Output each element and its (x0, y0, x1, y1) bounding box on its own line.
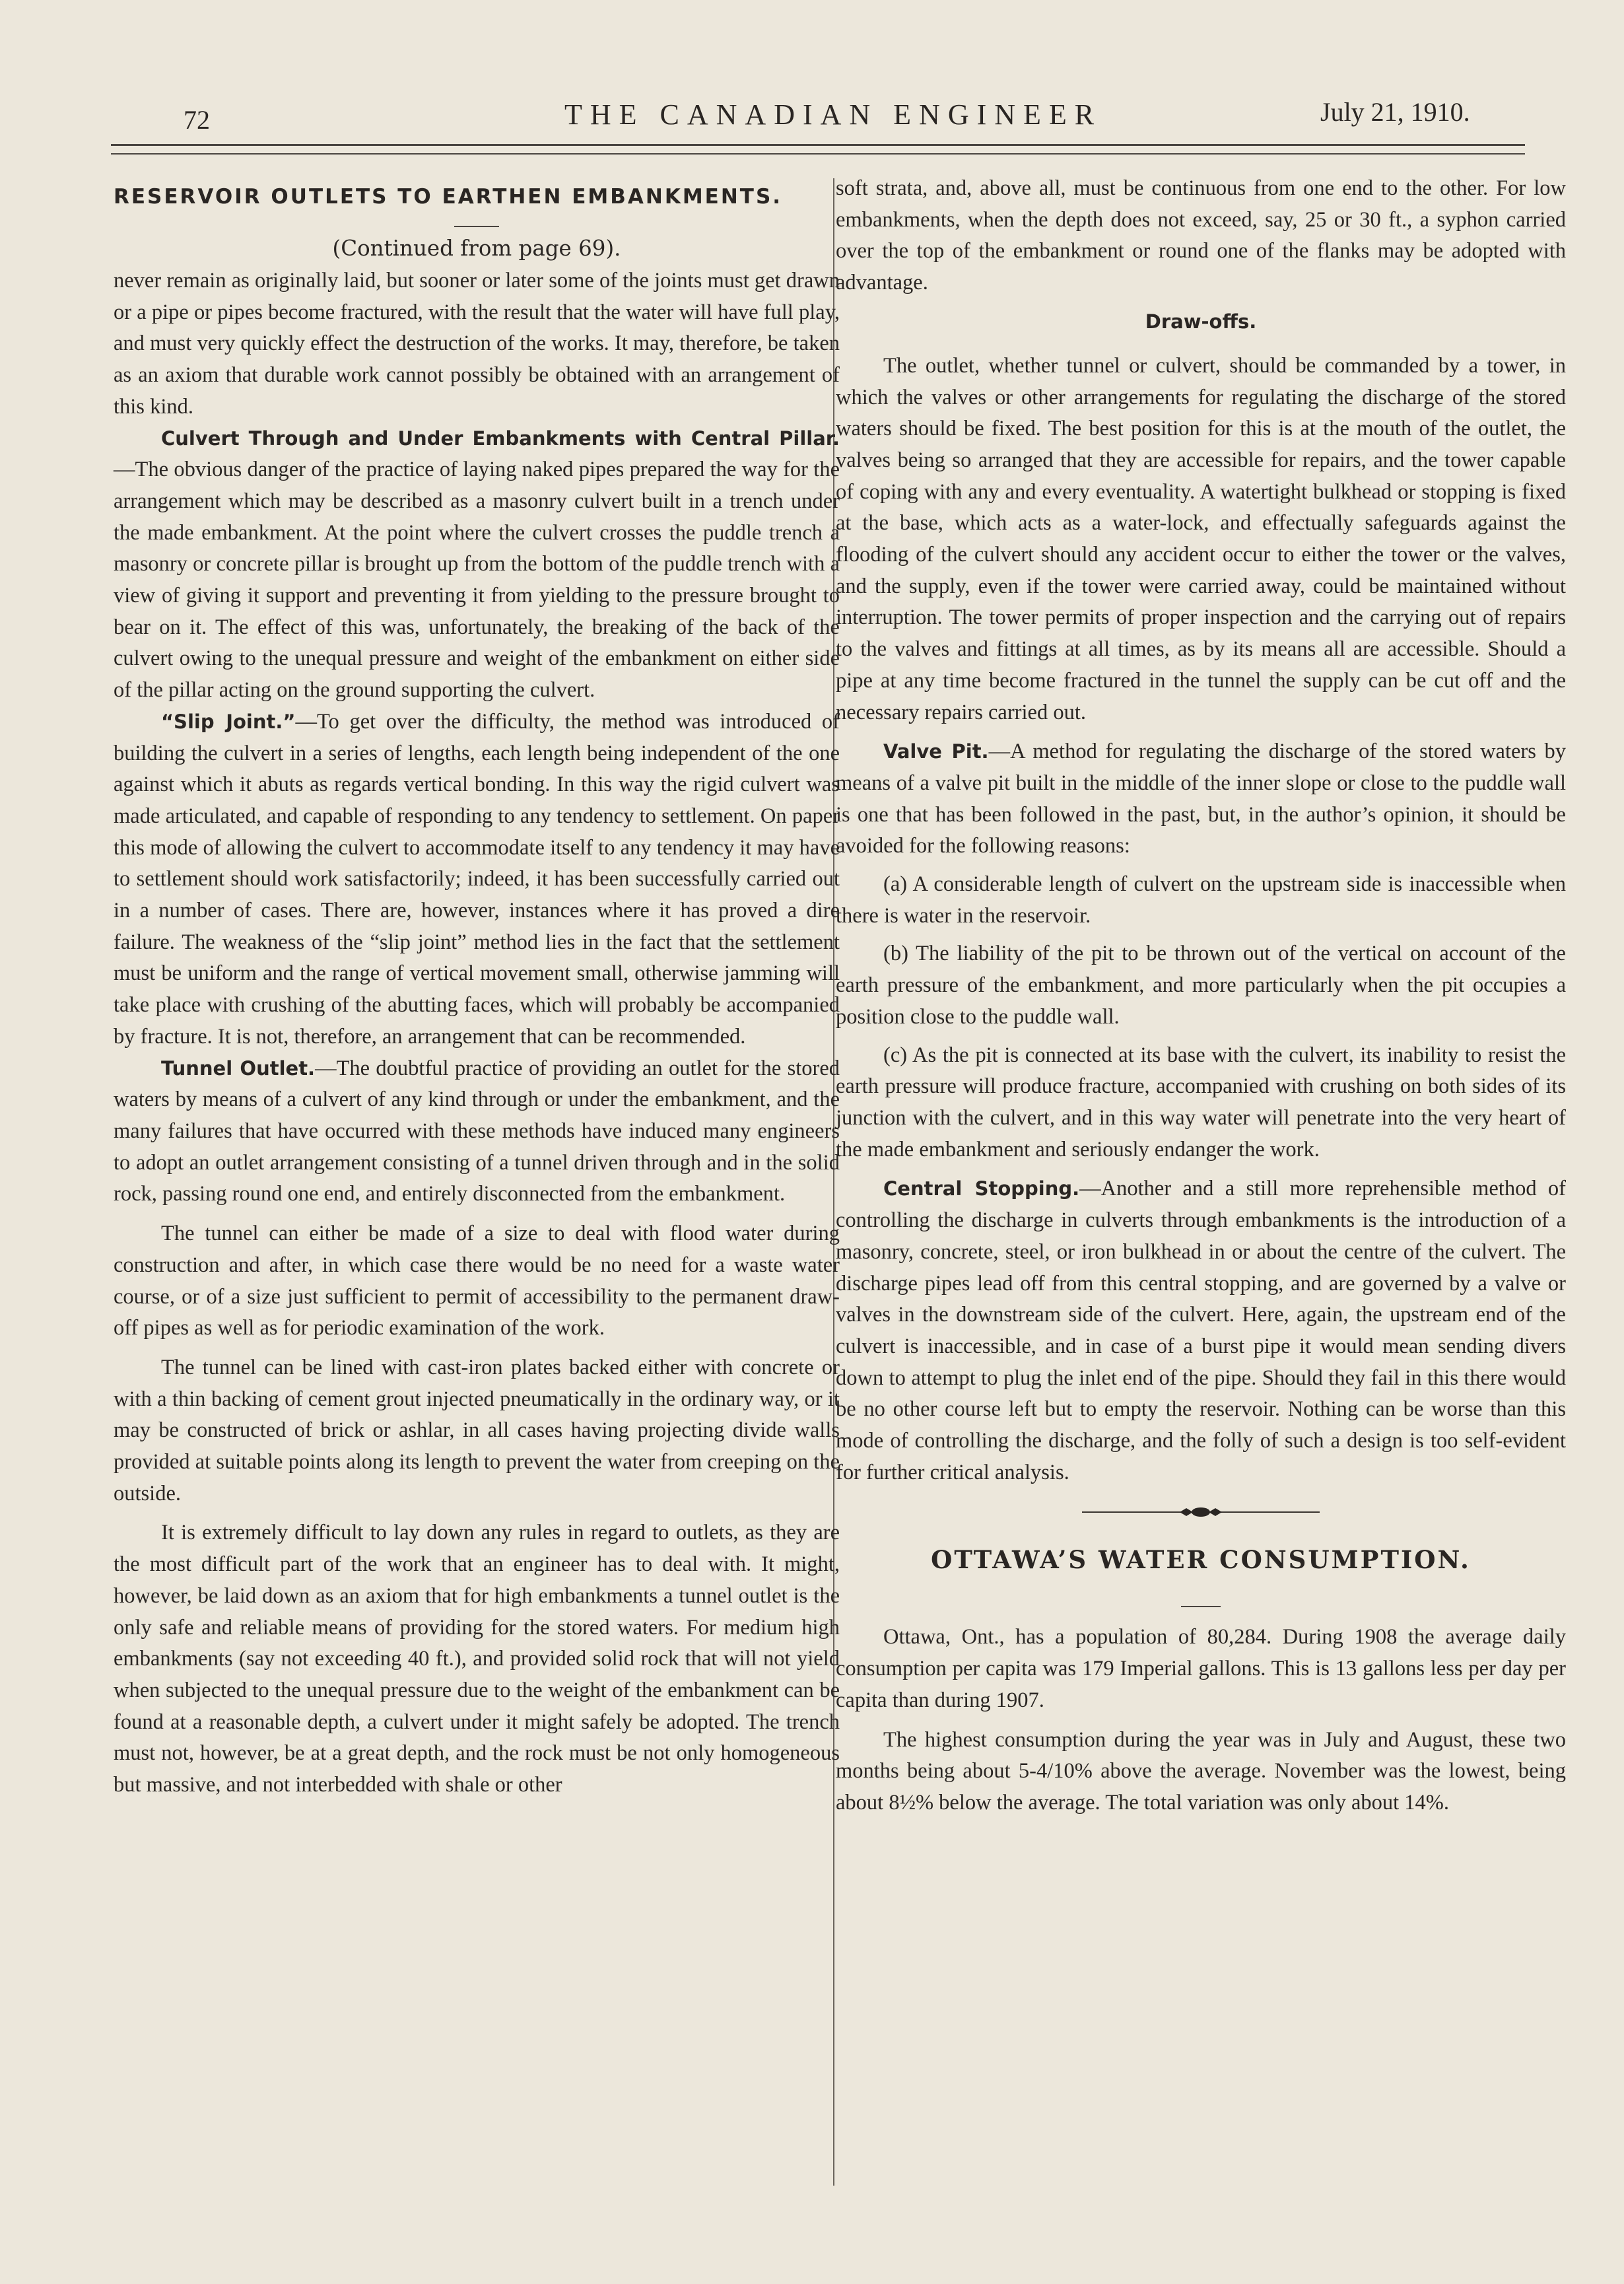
paragraph: The highest consumption during the year was in July and August, these two months being about 5-4/10% above the average. November was the lowest, being about 8½% below the average. The total variation was only about 14%. (836, 1727, 1566, 1815)
list-item: (c) As the pit is connected at its base with the culvert, its inability to resist the earth pressure will produce fracture, accompanied with crushing on both sides of its junction with the culvert, and in this way water will penetrate into the very heart of the made embankment and seriously endanger the work. (836, 1043, 1566, 1161)
issue-date: July 21, 1910. (1320, 97, 1470, 127)
left-column (114, 173, 840, 1801)
right-column (833, 173, 1566, 1819)
right-inner (834, 173, 1566, 1819)
paragraph (836, 736, 1566, 862)
paragraph (114, 423, 840, 707)
header-rule-top (111, 144, 1525, 146)
publication-title: THE CANADIAN ENGINEER (564, 98, 1102, 131)
paragraph-text: —The doubtful practice of providing an outlet for the stored waters by means of a culvert of any kind through or under the embankment, and the many failures that have occurred with these methods have induced many engineers to adopt an outlet arrangement consisting of a tunnel driven through and in the solid rock, passing round one end, and entirely disconnected from the embankment. (114, 1056, 840, 1206)
paragraph: The tunnel can be lined with cast-iron plates backed either with concrete or with a thin backing of cement grout injected pneumatically in the ordinary way, or it may be constructed of brick or ashlar, in all cases having projecting divide walls provided at suitable points along its length to prevent the water from creeping on the outside. (114, 1355, 840, 1505)
run-in-heading: Culvert Through and Under Embankments with Central Pillar. (161, 427, 840, 450)
paragraph (114, 1053, 840, 1211)
paragraph-text: —A method for regulating the discharge of the stored waters by means of a valve pit built in the middle of the inner slope or close to the puddle wall is one that has been followed in the past, but, in the author’s opinion, it should be avoided for the following reasons: (836, 740, 1566, 858)
short-rule (1181, 1606, 1221, 1607)
article-title: OTTAWA’S WATER CONSUMPTION. (931, 1545, 1471, 1575)
paragraph-text: —To get over the difficulty, the method was introduced of building the culvert in a series of lengths, each length being independent of the one against which it abuts as regards vertical bonding. In this way the rigid culvert was made articulated, and capable of responding to any tendency to settlement. On paper this mode of allowing the culvert to accommodate itself to any tendency it may have to settlement should work satisfactorily; indeed, it has been successfully carried out in a number of cases. There are, however, instances where it has proved a dire failure. The weakness of the “slip joint” method lies in the fact that the settlement must be uniform and the range of vertical movement small, otherwise jamming will take place with crushing of the abutting faces, which will probably be accompanied by fracture. It is not, therefore, an arrangement that can be recommended. (114, 709, 840, 1049)
continued-text: (Continued from page 69). (332, 236, 621, 261)
continued-note (114, 214, 840, 265)
paragraph: It is extremely difficult to lay down any rules in regard to outlets, as they are the most difficult part of the work that an engineer has to deal with. It might, however, be laid down as an axiom that for high embankments a tunnel outlet is the only safe and reliable means of providing for the stored waters. For medium high embankments (say not exceeding 40 ft.), and provided solid rock that will not yield when subjected to the unequal pressure due to the weight of the embankment can be found at a reasonable depth, a culvert under it might safely be adopted. The trench must not, however, be at a great depth, and the rock must be not only homogeneous but massive, and not interbedded with shale or other (114, 1521, 840, 1797)
paragraph: Ottawa, Ont., has a population of 80,284. During 1908 the average daily consumption per capita was 179 Imperial gallons. This is 13 gallons less per day per capita than during 1907. (836, 1625, 1566, 1712)
paragraph: never remain as originally laid, but sooner or later some of the joints must get drawn or a pipe or pipes become fractured, with the result that the water will have full play, and must very quickly effect the destruction of the works. It may, therefore, be taken as an axiom that durable work cannot possibly be obtained with an arrangement of this kind. (114, 269, 840, 419)
list-item: (a) A considerable length of culvert on the upstream side is inaccessible when there is water in the reservoir. (836, 872, 1566, 928)
paragraph: The tunnel can either be made of a size to deal with flood water during construction and after, in which case there would be no need for a waste water course, or of a size just sufficient to permit of accessibility to the permanent draw-off pipes as well as for periodic examination of the work. (114, 1222, 840, 1340)
list-item: (b) The liability of the pit to be thrown out of the vertical on account of the earth pressure of the embankment, and more particularly when the pit occupies a position close to the puddle wall. (836, 942, 1566, 1029)
run-in-heading: Central Stopping. (883, 1177, 1080, 1200)
paragraph (114, 707, 840, 1053)
section-heading: Draw-offs. (1145, 310, 1257, 333)
header-rule-bottom (111, 153, 1525, 155)
section-ornament (836, 1504, 1566, 1524)
paragraph (836, 1173, 1566, 1488)
run-in-heading: “Slip Joint.” (161, 710, 296, 733)
article-title: RESERVOIR OUTLETS TO EARTHEN EMBANKMENTS. (114, 185, 783, 209)
ornament-icon (1082, 1504, 1320, 1520)
paragraph: soft strata, and, above all, must be continuous from one end to the other. For low embankments, when the depth does not exceed, say, 25 or 30 ft., a syphon carried over the top of the embankment or round one of the flanks may be adopted with advantage. (836, 176, 1566, 295)
page-number: 72 (184, 105, 210, 135)
run-in-heading: Tunnel Outlet. (161, 1056, 316, 1080)
paragraph: The outlet, whether tunnel or culvert, should be commanded by a tower, in which the valves or other arrangements for regulating the discharge of the stored waters should be fixed. The best position for this is at the mouth of the outlet, the valves being so arranged that they are accessible for repairs, and the tower capable of coping with any and every eventuality. A watertight bulkhead or stopping is fixed at the base, which acts as a water-lock, and effectually safeguards against the flooding of the culvert should any accident occur to either the tower or the valves, and the supply, even if the tower were carried away, could be maintained without interruption. The tower permits of proper inspection and the carrying out of repairs to the valves and fittings at all times, as by its means all are accessible. Should a pipe at any time become fractured in the tunnel the supply can be cut off and the necessary repairs carried out. (836, 353, 1566, 724)
paragraph-text: —The obvious danger of the practice of laying naked pipes prepared the way for the arrangement which may be described as a masonry culvert built in a trench under the made embankment. At the point where the culvert crosses the puddle trench a masonry or concrete pillar is brought up from the bottom of the puddle trench with a view of giving it support and preventing it from yielding to the pressure brought to bear on it. The effect of this was, unfortunately, the breaking of the back of the culvert owing to the unequal pressure and weight of the embankment on either side of the pillar acting on the ground supporting the culvert. (114, 458, 840, 703)
short-rule (454, 226, 499, 227)
run-in-heading: Valve Pit. (883, 740, 989, 763)
paragraph-text: —Another and a still more reprehensible method of controlling the discharge in culverts through embankments is the introduction of a masonry, concrete, steel, or iron bulkhead in or about the centre of the culvert. The discharge pipes lead off from this central stopping, and are governed by a valve or valves in the downstream side of the culvert. Here, again, the upstream end of the culvert is inaccessible, and in case of a burst pipe it would mean sending divers down to attempt to plug the inlet end of the pipe. Should they fail in this there would be no other course left but to empty the reservoir. Nothing can be worse than this mode of controlling the discharge, and the folly of such a design is too self-evident for further critical analysis. (836, 1177, 1566, 1484)
